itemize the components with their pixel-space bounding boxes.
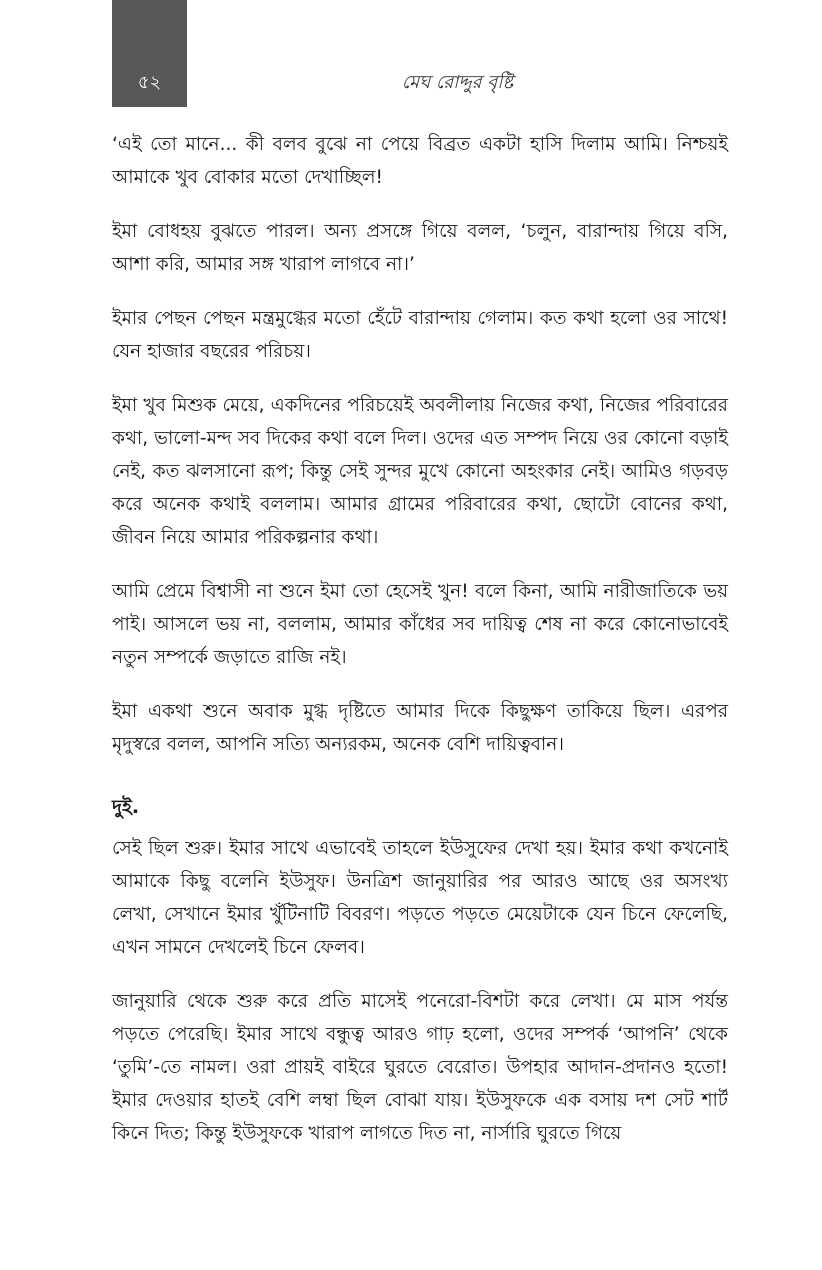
paragraph: জানুয়ারি থেকে শুরু করে প্রতি মাসেই পনেরো-বিশটা করে লেখা। মে মাস পর্যন্ত পড়তে পেরেছি। ইমার সাথে বন্ধুত্ব আরও গাঢ় হলো, ওদের সম্পর্ক ‘আপনি’ থেকে ‘তুমি’-তে নামল। ওরা প্রায়ই বাইরে ঘুরতে বেরোত। উপহার আদান-প্রদানও হতো! ইমার দেওয়ার হাতই বেশি লম্বা ছিল বোঝা যায়। ইউসুফকে এক বসায় দশ সেট শার্ট কিনে দিত; কিন্তু ইউসুফকে খারাপ লাগতে দিত না, নার্সারি ঘুরতে গিয়ে xyxy=(112,991,728,1144)
paragraph: ইমার পেছন পেছন মন্ত্রমুগ্ধের মতো হেঁটে বারান্দায় গেলাম। কত কথা হলো ওর সাথে! যেন হাজার বছরের পরিচয়। xyxy=(112,308,728,362)
section-heading: দুই. xyxy=(112,796,140,818)
running-title: মেঘ রোদ্দুর বৃষ্টি xyxy=(401,72,514,93)
paragraph: ইমা খুব মিশুক মেয়ে, একদিনের পরিচয়েই অবলীলায় নিজের কথা, নিজের পরিবারের কথা, ভালো-মন্দ সব দিকের কথা বলে দিল। ওদের এত সম্পদ নিয়ে ওর কোনো বড়াই নেই, কত ঝলসানো রূপ; কিন্তু সেই সুন্দর মুখে কোনো অহংকার নেই। আমিও গড়বড় করে অনেক কথাই বললাম। আমার গ্রামের পরিবারের কথা, ছোটো বোনের কথা, জীবন নিয়ে আমার পরিকল্পনার কথা। xyxy=(112,395,728,548)
paragraph: আমি প্রেমে বিশ্বাসী না শুনে ইমা তো হেসেই খুন! বলে কিনা, আমি নারীজাতিকে ভয় পাই। আসলে ভয় না, বললাম, আমার কাঁধের সব দায়িত্ব শেষ না করে কোনোভাবেই নতুন সম্পর্কে জড়াতে রাজি নই। xyxy=(112,581,728,668)
page-number-tab xyxy=(112,0,187,107)
paragraph: ইমা একথা শুনে অবাক মুগ্ধ দৃষ্টিতে আমার দিকে কিছুক্ষণ তাকিয়ে ছিল। এরপর মৃদুস্বরে বলল, আপনি সত্যি অন্যরকম, অনেক বেশি দায়িত্ববান। xyxy=(112,701,728,755)
page-number: ৫২ xyxy=(137,72,162,93)
paragraph: সেই ছিল শুরু। ইমার সাথে এভাবেই তাহলে ইউসুফের দেখা হয়। ইমার কথা কখনোই আমাকে কিছু বলেনি ইউসুফ। উনত্রিশ জানুয়ারির পর আরও আছে ওর অসংখ্য লেখা, সেখানে ইমার খুঁটিনাটি বিবরণ। পড়তে পড়তে মেয়েটাকে যেন চিনে ফেলেছি, এখন সামনে দেখলেই চিনে ফেলব। xyxy=(112,838,728,958)
paragraph: ‘এই তো মানে... কী বলব বুঝে না পেয়ে বিব্রত একটা হাসি দিলাম আমি। নিশ্চয়ই আমাকে খুব বোকার মতো দেখাচ্ছিল! xyxy=(112,134,728,188)
paragraph: ইমা বোধহয় বুঝতে পারল। অন্য প্রসঙ্গে গিয়ে বলল, ‘চলুন, বারান্দায় গিয়ে বসি, আশা করি, আমার সঙ্গ খারাপ লাগবে না।’ xyxy=(112,221,728,275)
body-text xyxy=(112,128,728,1171)
